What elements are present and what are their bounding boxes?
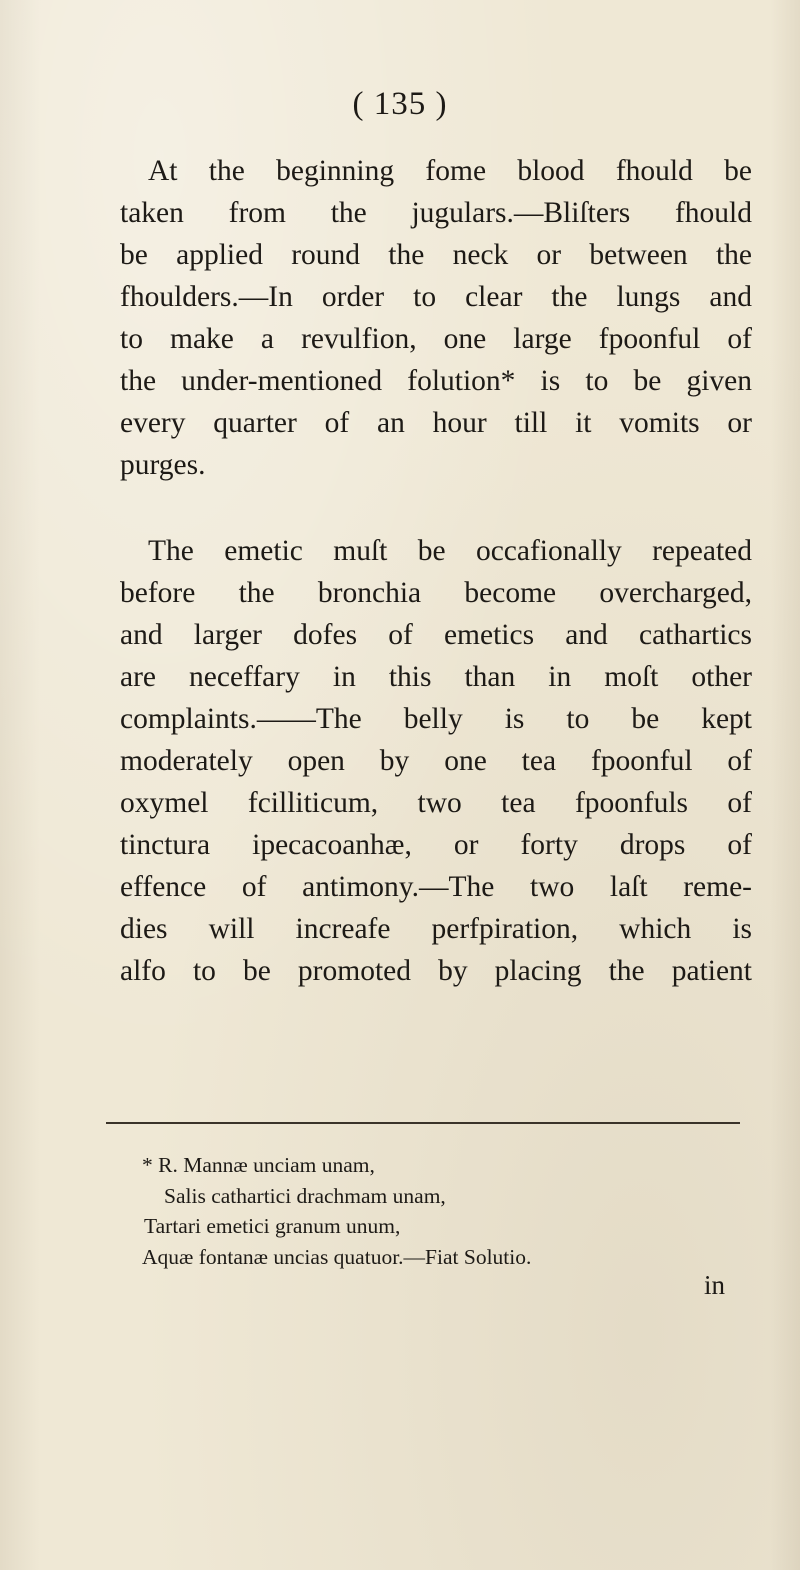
footnote-line: Aquæ fontanæ uncias quatuor.—Fiat Solutio.	[142, 1244, 532, 1269]
text-line: purges.	[120, 449, 206, 481]
text-line: tinctura ipecacoanhæ, or forty drops of	[120, 829, 752, 861]
text-line: before the bronchia become overcharged,	[120, 577, 752, 609]
text-line: dies will increafe perfpiration, which is	[120, 913, 752, 945]
footnote	[142, 1150, 742, 1272]
paragraph	[120, 530, 752, 992]
text-line: complaints.——The belly is to be kept	[120, 703, 752, 735]
text-line: to make a revulfion, one large fpoonful of	[120, 323, 752, 355]
footnote-line: Tartari emetici granum unum,	[144, 1214, 401, 1238]
text-line: The emetic muſt be occafionally repeated	[148, 535, 752, 567]
footnote-line: * R. Mannæ unciam unam,	[142, 1153, 375, 1177]
text-line: effence of antimony.—The two laſt reme-	[120, 871, 752, 903]
footnote-divider	[106, 1122, 740, 1124]
paragraph	[120, 150, 752, 486]
text-line: the under-mentioned folution* is to be given	[120, 365, 752, 397]
text-line: be applied round the neck or between the	[120, 239, 752, 271]
body-text	[120, 150, 752, 992]
text-line: taken from the jugulars.—Bliſters fhould	[120, 197, 752, 229]
text-line: every quarter of an hour till it vomits or	[120, 407, 752, 439]
footnote-line: Salis cathartici drachmam unam,	[164, 1183, 446, 1208]
text-line: alfo to be promoted by placing the patient	[120, 955, 752, 987]
text-line: At the beginning fome blood fhould be	[148, 155, 752, 187]
page-number: ( 135 )	[352, 86, 448, 122]
text-line: are neceffary in this than in moſt other	[120, 661, 752, 693]
text-line: oxymel fcilliticum, two tea fpoonfuls of	[120, 787, 752, 819]
text-line: moderately open by one tea fpoonful of	[120, 745, 752, 777]
paragraph-spacer	[120, 486, 752, 530]
text-line: and larger dofes of emetics and cathartics	[120, 619, 752, 651]
text-line: fhoulders.—In order to clear the lungs and	[120, 281, 752, 313]
catchword: in	[704, 1270, 726, 1300]
